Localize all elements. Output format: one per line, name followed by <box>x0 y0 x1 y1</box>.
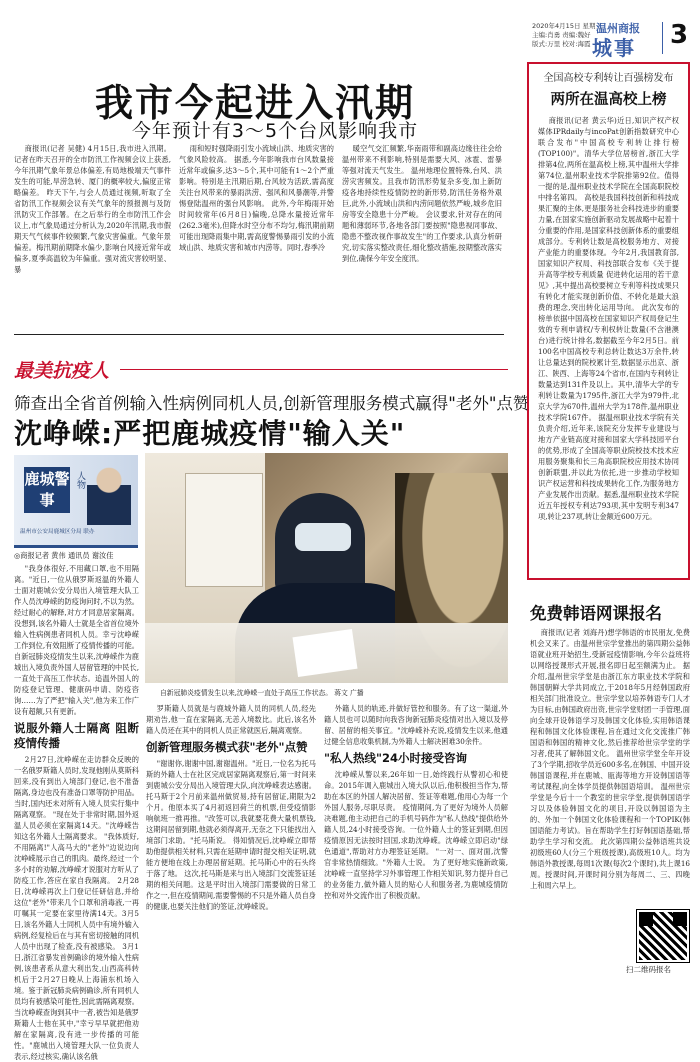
covid-text-3a: 外籍人员的轨迹,并做好管控和服务。有了这一渠道,外籍人员也可以随时向我咨询新冠肺炎疫情对出入境以及停留、居留的相关事宜。"沈峥嵘补充说,疫情发生以来,他通过健全信息收集机制,为外籍人士解决困难30余件。 <box>324 704 508 746</box>
section-tag: 最美抗疫人 <box>14 360 110 382</box>
covid-text-2a: 罗斯籍人员就是与鹿城外籍人员的同机人员,经先期劝告,他一直在家隔离,无恙入境数比。此后,该名外籍人员还在其中的同机人员正常就医后,隔离观察。 <box>146 704 316 735</box>
korean-course-headline: 免费韩语网课报名 <box>530 604 662 623</box>
patent-headline: 两所在温高校上榜 <box>550 92 667 108</box>
column-logo <box>14 455 138 548</box>
masthead-date: 2020年4月15日 星期三 <box>532 22 603 30</box>
covid-text-3b: 沈峥嵘从警以来,26年如一日,始终践行从警初心和使命。2015年调入鹿城出入境大队以后,他积极担当作为,帮助在本区的外国人解决居留、签证等难题,他用心为每一个外国人服务,尽职尽责。 疫情期间,为了更好为境外人员解决难题,他主动把自己的手机号码作为"私人热线"提供给外籍人员,24小时接受咨询。一位外籍人士的签证到期,但因疫情原因无法按时回国,求助沈峥嵘。沈峥嵘立即启动"绿色通道",帮助对方办理签证延期。 "一对一、面对面,沈警官非常热情细致。"外籍人士说。 为了更好地实施新政策,沈峥嵘一直坚持学习外事管理工作相关知识,努力提升自己的业务能力,做外籍人员的贴心人和服务者,为鹿城疫情防控和对外交流作出了积极贡献。 <box>324 770 508 900</box>
patent-story-box <box>527 62 690 580</box>
covid-byline: ◎商报记者 黄伟 通讯员 谢汝佳 <box>14 551 114 560</box>
lead-column-2 <box>179 143 334 329</box>
section-divider <box>14 334 504 335</box>
masthead <box>532 18 692 58</box>
lead-headline: 我市今起进入汛期 <box>94 81 415 125</box>
lead-column-3 <box>342 143 502 329</box>
covid-text-2b: "谢谢你,谢谢中国,谢谢温州。"近日,一位名为托马斯的外籍人士在社区完成居家隔离观察后,第一时间来到鹿城公安分局出入境管理大队,向沈峥嵘表达感谢。 托马斯于2个月前来温州做贸易,持有居留证,期限为2个月。他原本买了4月初返回荷兰的机票,但受疫情影响航班一推再推。"改签可以,我就要花费大量机票钱,这期间居留到期,他就必须得离开,无奈之下只能找出入境部门求助。"托马斯说。 得知情况后,沈峥嵘立即帮助他提供相关材料,只需在延期申请时提交相关证明,就能方便地在线上办理居留延期。托马斯心中的石头终于落了地。 这次,托马斯是来与出入境部门交流签证延期的相关问题。这是平时出入境部门需要做的日常工作之一,但在疫情期间,需要警惕的不只是外籍人员自身的健康,也要关注他们的签证,沈峥嵘说。 <box>146 759 316 911</box>
masthead-divider <box>662 22 663 54</box>
covid-column-1 <box>14 563 139 1061</box>
masthead-brand: 温州商报 <box>596 22 640 35</box>
patent-kicker: 全国高校专利转让百强榜发布 <box>543 73 674 84</box>
lead-text-col3: 暖空气交汇频繁,华南雨带和副高边缘往往会给温州带来不利影响,特别是需要大风、冰雹、雷暴等强对流天气发生。 温州地理位置特殊,台风、洪涝灾害频发。且我市防汛形势复杂多变,加上新防疫各地持续性疫情防控的新形势,防汛任务格外艰巨,此外,小流域山洪和内涝问题依然严峻,城乡危旧房等安全隐患十分严峻。 会议要求,针对存在的问题和薄弱环节,各地各部门要按照"隐患视同事故、隐患不整改视作事故发生"的工作要求,认真分析研究,切实落实整改责任,细化整改措施,按期整改落实到位,确保今年安全度汛。 <box>342 144 502 263</box>
masthead-channel: 城事 <box>592 36 636 60</box>
covid-subhead-3: "私人热线"24小时接受咨询 <box>324 751 467 765</box>
lead-column-1 <box>14 143 171 329</box>
covid-kicker: 筛查出全省首例输入性病例同机人员,创新管理服务模式赢得"老外"点赞 <box>14 394 530 413</box>
masthead-editor: 主编:肖勇 责编:魏好 <box>532 31 591 39</box>
qr-caption: 扫二维码报名 <box>626 965 671 974</box>
column-logo-org: 温州市公安局鹿城区分局 联办 <box>20 529 95 535</box>
covid-column-2 <box>146 703 316 968</box>
officer-portrait-icon <box>86 461 132 525</box>
column-logo-title: 鹿城警事 <box>24 467 70 513</box>
section-tag-rule <box>120 369 508 370</box>
lead-subheadline: 今年预计有3～5个台风影响我市 <box>131 120 419 142</box>
lead-text-col2: 雨和短时强降雨引发小流域山洪、地质灾害的气象风险较高。 据悉,今年影响我市台风数量接近常年或偏多,达3～5个,其中可能有1～2个严重影响。特别是主汛期后期,台风较为活跃,需高度关注台风带来的暴雨洪涝、强风和风暴潮等,并警惕登陆温州的强台风影响。 此外,今年梅雨开始时间较常年(6月8日)偏晚,总降水量接近常年(262.3毫米),但降水时空分布不均匀,梅汛期前期可能出现降雨集中期,需高度警惕暴雨引发的小流域山洪、地质灾害和城市内涝等。同时,春季冷 <box>179 144 334 252</box>
photo-poster <box>185 473 263 587</box>
column-logo-side: 人物 <box>75 471 85 489</box>
korean-course-body: 商报讯(记者 刘海丹)想学韩语的市民朋友,免费机会又来了。由温州世宗学堂推出的第四期公益韩语就业班开始招生,受新冠疫情影响,今年公益班将以网络授课形式开展,报名即日起至额满为止。 据介绍,温州世宗学堂是由浙江东方职业技术学院和韩国朝鲜大学共同成立,于2018年5月经韩国政府相关部门批准设立。世宗学堂以培养韩语专门人才为目标,由韩国政府出资,世宗学堂财团一手管理,面向全球开设韩语学习及韩国文化体验,实用韩语课程和韩国文化体验课程,旨在通过文化交流推广韩国语和韩国的精神文化,然后推荐给世宗学堂的学习者,使其了解韩国文化。 温州世宗学堂全年开设了3个学期,招收学员近600多名,在韩国、中国开设韩国语课程,并在鹿城、瓯海等地方开设韩国语等考试课程,向全体学员提供韩国语培训。 温州世宗学堂是今后十一个教室的世宗学堂,提供韩国语学习以及体验韩国文化的项目,开设以韩国语为主的、外加一个韩国文化体验课程和一个TOPIK(韩国语能力考试)。旨在帮助学生打好韩国语基础,帮助学生学习和交流。 此次第四期公益韩语班共设初级班60人(分三个班级授课),高级班10人。均为韩语外教授课,每周1次课(每次2个课时),共上课16周。授课时间,开课时间分别为每周二、三、四晚上和周六早上。 <box>530 628 690 890</box>
patent-body-wrap <box>538 115 679 563</box>
photo-papers <box>293 629 358 677</box>
lead-text-col1: 商报讯(记者 吴健) 4月15日,我市进入汛期。记者在昨天召开的全市防汛工作视频会议上获悉,今年汛期气象年景总体偏差,有局地极端天气事件发生的可能,旱涝急转、厦门的概率较大,偏度正常略偏差。 昨天下午,与会人员通过视频,听取了全省防汛工作视频会议有关气象年的预报测与及防汛防灾工作部署。在之后举行的全市防汛工作会议上,市气象局通过分析认为,2020年汛期,我市假期天气气候事件较频繁,气象灾害偏重。气象年景偏差。梅汛期前期降水偏少,影响台风接近常年或偏多,夏季高温较为年偏重。强对流灾害较明显、暴 <box>14 144 171 274</box>
covid-text-1: 2月27日,沈峥嵘在走访群众反映的一名俄罗斯籍人员时,发现他刚从莫斯科回来,没有到出入境部门登记,也不准备隔离,身边也没有准备口罩等防护用品。当时,国内还未对所有入境人员实行集中隔离观察。 "现在处于非常时期,国外返温人员必须在家隔离14天。"沈峥嵘告知这名外籍人士隔离要求。 "我体质好,不用隔离!"人高马大的"老外"边说边向沈峥嵘展示自己的肌肉。最终,经过一个多小时的劝解,沈峥嵘才说服对方听从了防疫工作,答应在家自我隔离。 2月28日,沈峥嵘再次上门登记任研信息,并给这位"老外"带来几个口罩和消毒液,一再叮嘱其一定要在家里待满14天。3月5日,该名外籍人士同机人员中有境外输入病例,经复检后在与其有密切接触的同机人员中出现了检查,没有被感染。 3月1日,浙江省暴发首例确诊的境外输入性病例,该患者系从意大利出发,山西高科转机后于2月27日晚从上海浦东机场入境。鉴于新冠肺炎病例确诊,所有同机人员均有被感染可能性,因此需隔离观察。 当沈峥嵘查询到其中一者,被告知是俄罗斯籍人士他在其中,"幸亏早早就把他劝解在家隔离,没有进一步传播的可能性。"鹿城出入境管理大队一位负责人表示,经过核实,确认该名俄 <box>14 755 139 1061</box>
photo-caption: 自新冠肺炎疫情发生以来,沈峥嵘一直处于高压工作状态。 蒋文 广播 <box>160 689 364 697</box>
covid-intro: "我身体很好,不用藏口罩,也不用隔离。"近日,一位从俄罗斯返温的外籍人士面对鹿城公安分局出入境管理大队工作人员沈峥嵘的防疫询问时,不以为然。经过耐心的解释,对方才同意居家隔离。没想到,该名外籍人士就是全省首位境外输入性病例患者同机人员。幸亏沈峥嵘工作到位,有效阻断了疫情传播的可能。 自新冠肺炎疫情发生以来,沈峥嵘作为鹿城出入境负责外国人居留管理的中民长,一直处于高压工作状态。追温外国人的防疫登记管理、健康码申请、防疫咨询……为了严把"输入关",他为来工作广设有超额,只有更新。 <box>14 564 139 716</box>
page-number: 3 <box>670 20 689 50</box>
patent-body: 商报讯(记者 黄云华)近日,知识产权产权媒体IPRdaily与incoPat创新指数研究中心联合发布"中国高校专利转让排行榜(TOP100)"。清华大学位居榜首,浙江大学排第4位,两所在温高校上榜,其中温州大学排第74位,温州职业技术学院排第92位。值得一提的是,温州职业技术学院在全国高职院校中排名第四。 高校是我国科技创新和科技成果汇聚的主体,更是服务社会科技进步的重要力量,在国家实施创新驱动发展战略中起着十分重要的作用,是国家科技创新体系的重要组成部分。专利转让数是高校服务地方、对接产业能力的重要体现。今年2月,我国教育部,国家知识产权局、科技部联合发布《关于提升高等学校专利质量 促进转化运用的若干意见》,其中提出高校要树立专利等科技成果只有转化才能实现创新价值、不转化是最大浪费的理念,突出转化运用导向。 此次发布的榜单依据中国高校在国家知识产权局登记生效的专利申请权/专利权转让数量(不含港澳台)进行统计排名,数据截至今年2月5日。前100名中国高校专利总转让数达3万余件,转让总量达到的院校累计至,数据显示出京、浙江、陕西、上海等24个省市,在国内专利转让数量达到131件及以上。其中,清华大学的专利转让数量为1795件,浙江大学为979件,北京大学为670件,温州大学为178件,温州职业技术学院167件。 据温州职业技术学院有关负责介绍,近年来,该院充分发挥专业建设与地方产业链高度对接和国家大学科技园平台的优势,形成了全国高等职业院校技术技术应用服务聚集和长三角高职院校应用技术协同创新联盟,并以此为依托,进一步推动学校知识产权运营和科技成果转化工作,为服务地方产业发展作出贡献。据悉,温州职业技术学院近五年授权专利达793项,其中发明专利347项,转让237项,转让金额近600万元。 <box>538 116 679 521</box>
covid-subhead-1: 说服外籍人士隔离 阻断疫情传播 <box>14 721 139 750</box>
covid-headline: 沈峥嵘:严把鹿城疫情"输入关" <box>14 417 406 450</box>
masthead-layout: 版式:万里 校对:海霞 <box>532 40 591 48</box>
photo-face-mask <box>295 523 351 551</box>
covid-column-3 <box>324 703 508 968</box>
qr-code-icon[interactable] <box>637 910 689 962</box>
covid-subhead-2: 创新管理服务模式获"老外"点赞 <box>146 740 308 754</box>
officer-photo <box>145 453 508 683</box>
